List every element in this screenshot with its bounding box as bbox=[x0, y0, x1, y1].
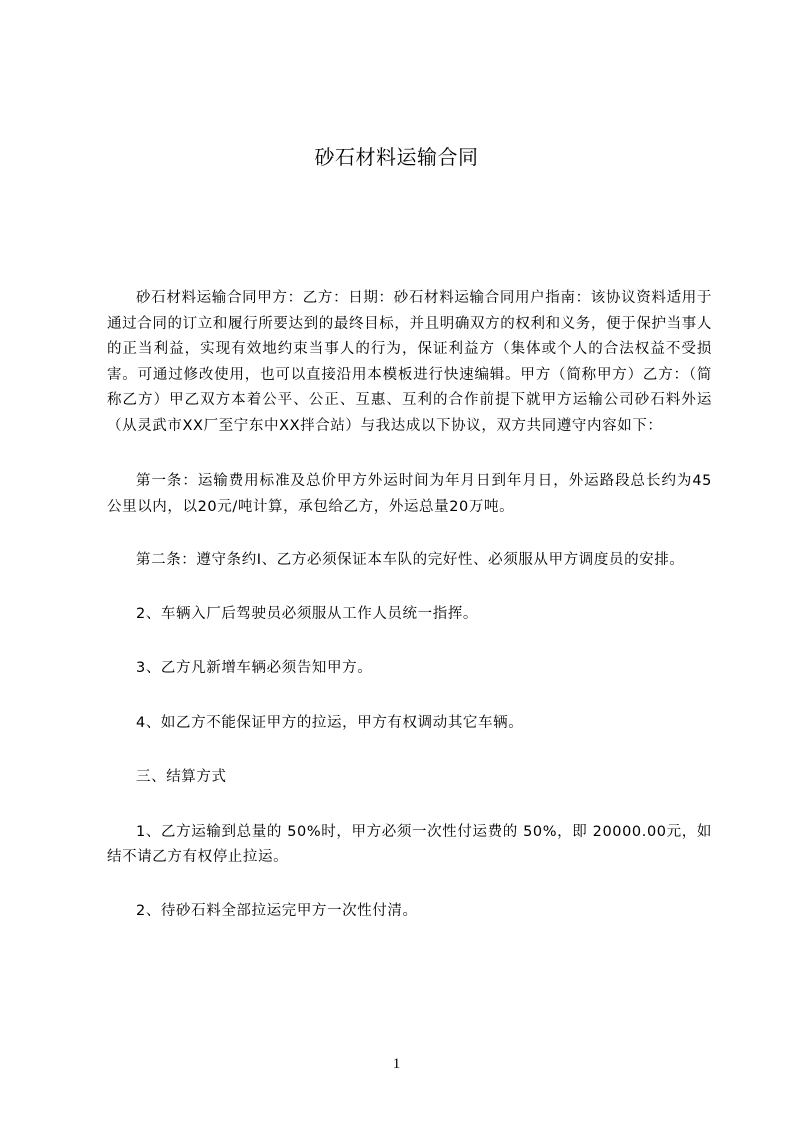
settlement-heading: 三、结算方式 bbox=[136, 769, 227, 785]
clause-3-paragraph: 3、乙方凡新增车辆必须告知甲方。 bbox=[136, 660, 373, 676]
page-number: 1 bbox=[392, 1056, 401, 1072]
clause-2-paragraph: 2、车辆入厂后驾驶员必须服从工作人员统一指挥。 bbox=[136, 605, 479, 622]
settlement-clause-2-paragraph: 2、待砂石料全部拉运完甲方一次性付清。 bbox=[136, 902, 418, 919]
document-title: 砂石材料运输合同 bbox=[314, 145, 479, 169]
article-two-paragraph: 第二条：遵守条约Ⅰ、乙方必须保证本车队的完好性、必须服从甲方调度员的安排。 bbox=[136, 552, 685, 568]
article-one-paragraph: 第一条：运输费用标准及总价甲方外运时间为年月日到年月日，外运路段总长约为45公里以内，以20元/吨计算，承包给乙方，外运总量20万吨。 bbox=[107, 473, 712, 515]
clause-4-paragraph: 4、如乙方不能保证甲方的拉运，甲方有权调动其它车辆。 bbox=[136, 714, 524, 731]
settlement-clause-1-paragraph: 1、乙方运输到总量的 50%时，甲方必须一次性付运费的 50%，即 20000.00元，如结不请乙方有权停止拉运。 bbox=[107, 823, 712, 865]
intro-paragraph: 砂石材料运输合同甲方：乙方：日期：砂石材料运输合同用户指南：该协议资料适用于通过合同的订立和履行所要达到的最终目标，并且明确双方的权利和义务，便于保护当事人的正当利益，实现有效地约束当事人的行为，保证利益方（集体或个人的合法权益不受损害。可通过修改使用，也可以直接沿用本模板进行快速编辑。甲方（简称甲方）乙方：（简称乙方）甲乙双方本着公平、公正、互惠、互利的合作前提下就甲方运输公司砂石料外运（从灵武市XX厂至宁东中XX拌合站）与我达成以下协议，双方共同遵守内容如下： bbox=[107, 290, 712, 434]
document-body bbox=[107, 286, 712, 952]
